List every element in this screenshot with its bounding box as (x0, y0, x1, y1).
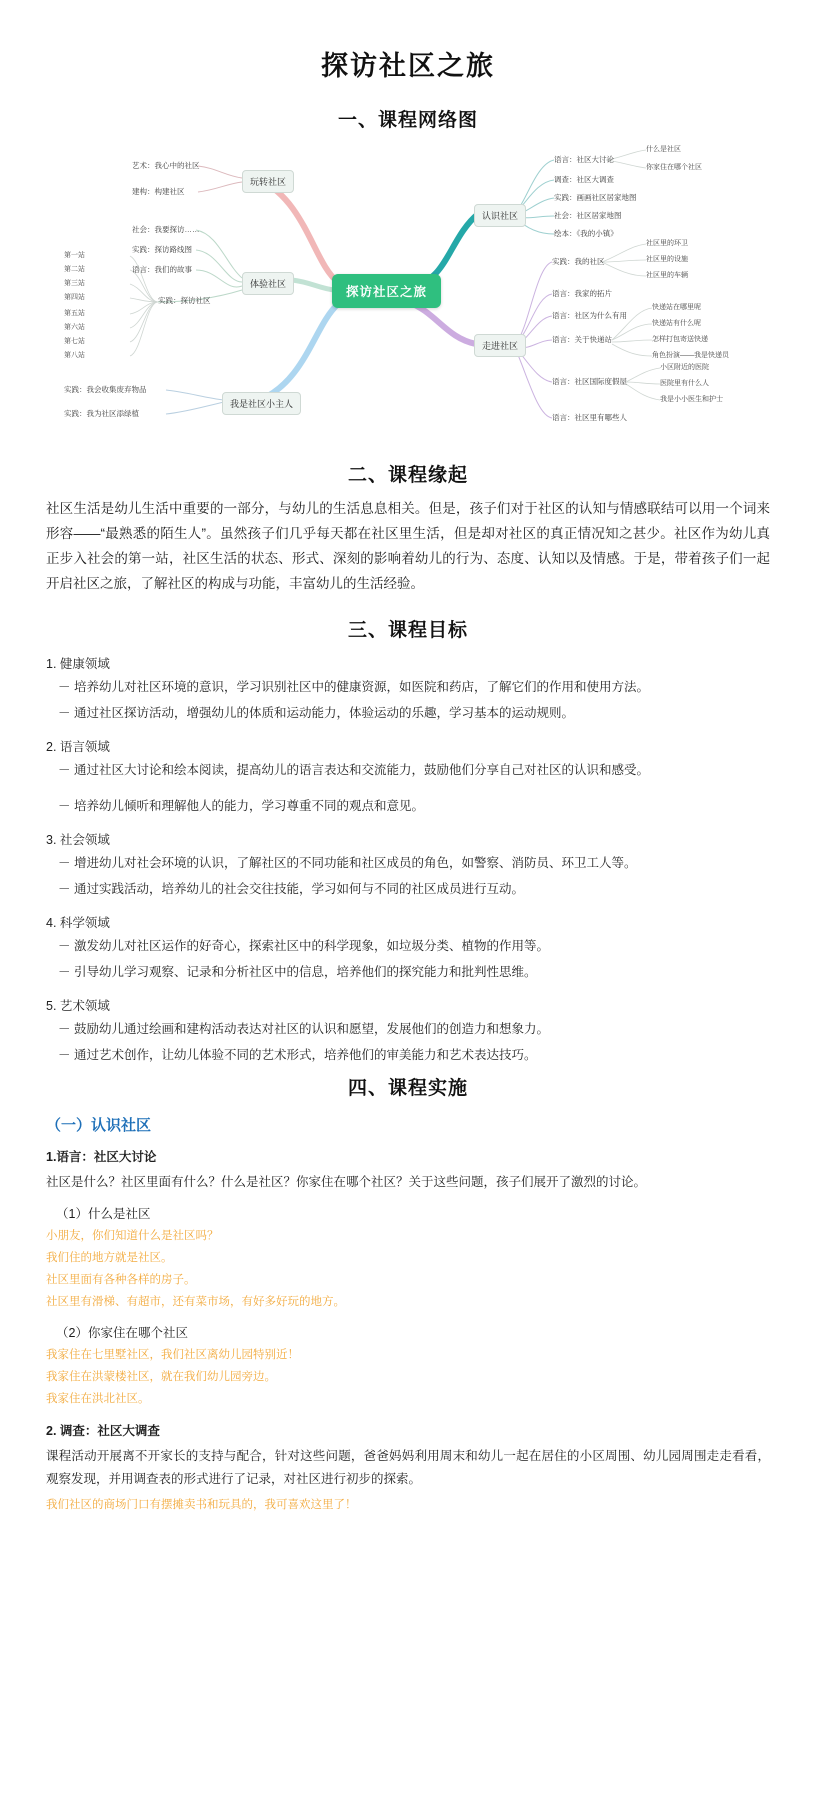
goal-5-head: 5. 艺术领域 (46, 998, 110, 1013)
mindmap-branch-tiyan: 体验社区 (242, 272, 294, 295)
section-3-title: 三、课程目标 (347, 619, 468, 641)
goal-2-head: 2. 语言领域 (46, 739, 110, 754)
kid-quote: 我家住在洪蒙楼社区，就在我们幼儿园旁边。 (46, 1370, 276, 1383)
mindmap-right-low-0-leaf-0: 快递站在哪里呢 (652, 304, 701, 311)
impl-item1-text: 社区是什么？社区里面有什么？什么是社区？你家住在哪个社区？关于这些问题，孩子们展开了激烈的讨论。 (46, 1174, 647, 1189)
kid-quote: 我们住的地方就是社区。 (46, 1252, 173, 1265)
mindmap-station-0: 第一站 (64, 252, 85, 259)
mindmap-right-mid-0-leaf-1: 社区里的设施 (646, 256, 688, 263)
mindmap-station-5: 第六站 (64, 324, 85, 331)
page-title: 探访社区之旅 (321, 51, 495, 81)
impl-question-1: （1）什么是社区 (56, 1207, 151, 1221)
mindmap-left-bottom-0: 实践：我会收集废弃物品 (64, 385, 147, 394)
goal-3-line-2: － 通过实践活动，培养幼儿的社会交往技能，学习如何与不同的社区成员进行互动。 (58, 882, 524, 897)
mindmap-center-node: 探访社区之旅 (332, 274, 441, 308)
mindmap-branch-xiaozhuren: 我是社区小主人 (222, 392, 301, 415)
goal-1-head: 1. 健康领域 (46, 656, 110, 671)
impl-item2-text: 课程活动开展离不开家长的支持与配合，针对这些问题，爸爸妈妈利用周末和幼儿一起在居住的小区周围、幼儿园周围走走看看，观察发现，并用调查表的形式进行了记录，对社区进行初步的探索。 (46, 1448, 770, 1486)
kid-quote: 社区里有滑梯、有超市，还有菜市场，有好多好玩的地方。 (46, 1296, 345, 1309)
goal-block-3 (46, 830, 770, 901)
mindmap-left-station-note: 实践：探访社区 (158, 296, 211, 305)
impl-q2-answers (46, 1345, 770, 1409)
mindmap-left-mid-0: 社会：我要探访…… (132, 225, 200, 234)
mindmap-right-mid-0-leaf-0: 社区里的环卫 (646, 240, 688, 247)
mindmap-right-low-1-leaf-0: 小区附近的医院 (660, 364, 709, 371)
mindmap-station-7: 第八站 (64, 352, 85, 359)
mindmap-left-bottom-1: 实践：我为社区添绿植 (64, 409, 139, 418)
mindmap-right-top-2: 实践：画画社区居家地图 (554, 193, 637, 202)
goal-4-line-2: － 引导幼儿学习观察、记录和分析社区中的信息，培养他们的探究能力和批判性思维。 (58, 965, 537, 980)
kid-quote: 社区里面有各种各样的房子。 (46, 1274, 196, 1287)
mindmap-right-top-0: 语言：社区大讨论 (554, 155, 614, 164)
mindmap-right-mid-0-leaf-2: 社区里的车辆 (646, 272, 688, 279)
kid-quote: 我家住在七里墅社区，我们社区离幼儿园特别近！ (46, 1348, 299, 1361)
mindmap-right-low-1: 语言：社区国际度假屋 (552, 377, 627, 386)
goal-block-4 (46, 913, 770, 984)
origin-paragraph: 社区生活是幼儿生活中重要的一部分，与幼儿的生活息息相关。但是，孩子们对于社区的认知与情感联结可以用一个词来形容——“最熟悉的陌生人”。虽然孩子们几乎每天都在社区里生活，但是却对社区的真正情况知之甚少。社区作为幼儿真正步入社会的第一站，社区生活的状态、形式、深刻的影响着幼儿的行为、态度、认知以及情感。于是，带着孩子们一起开启社区之旅，了解社区的构成与功能，丰富幼儿的生活经验。 (46, 501, 770, 591)
mindmap-station-6: 第七站 (64, 338, 85, 345)
mindmap-left-top-0: 艺术：我心中的社区 (132, 161, 200, 170)
section-2-title: 二、课程缘起 (347, 465, 468, 486)
goal-3-line-1: － 增进幼儿对社会环境的认识，了解社区的不同功能和社区成员的角色，如警察、消防员、环卫工人等。 (58, 855, 637, 870)
mindmap-right-top-1: 调查：社区大调查 (554, 175, 614, 184)
impl-item2-lead: 2. 调查：社区大调查 (46, 1423, 160, 1438)
mindmap-right-top-4: 绘本：《我的小镇》 (554, 229, 618, 238)
mindmap-right-low-0-leaf-2: 怎样打包寄送快递 (652, 336, 708, 343)
mindmap-right-mid-1: 语言：我家的拓片 (552, 289, 612, 298)
impl-question-2: （2）你家住在哪个社区 (56, 1325, 188, 1340)
mindmap-right-low-0: 语言：关于快递站 (552, 335, 612, 344)
goal-1-line-2: － 通过社区探访活动，增强幼儿的体质和运动能力，体验运动的乐趣，学习基本的运动规则。 (58, 706, 574, 721)
mindmap-station-2: 第三站 (64, 280, 85, 287)
goal-4-line-1: － 激发幼儿对社区运作的好奇心，探索社区中的科学现象，如垃圾分类、植物的作用等。 (58, 938, 549, 953)
mindmap-station-3: 第四站 (64, 294, 85, 301)
mindmap-right-low-0-leaf-1: 快递站有什么呢 (652, 320, 701, 327)
mindmap-branch-wanzhuan: 玩转社区 (242, 170, 294, 193)
goal-block-2 (46, 737, 770, 818)
kid-quote: 我家住在洪北社区。 (46, 1392, 150, 1405)
mindmap-right-top-0-leaf-1: 你家住在哪个社区 (646, 164, 702, 171)
impl-q1-answers (46, 1226, 770, 1313)
mindmap-left-top-1: 建构：构建社区 (132, 187, 185, 196)
goal-block-5 (46, 996, 770, 1067)
mindmap-right-mid-0: 实践：我的社区 (552, 257, 605, 266)
impl-item1-lead: 1.语言：社区大讨论 (46, 1149, 157, 1164)
mindmap (46, 142, 770, 442)
mindmap-branch-zoujin: 走进社区 (474, 334, 526, 357)
goal-2-line-1: － 通过社区大讨论和绘本阅读，提高幼儿的语言表达和交流能力，鼓励他们分享自己对社区的认识和感受。 (58, 762, 649, 777)
section-4-title: 四、课程实施 (347, 1077, 468, 1099)
mindmap-right-top-3: 社会：社区居家地图 (554, 211, 622, 220)
goal-3-head: 3. 社会领域 (46, 832, 110, 847)
goal-4-head: 4. 科学领域 (46, 915, 110, 930)
goal-5-line-1: － 鼓励幼儿通过绘画和建构活动表达对社区的认识和愿望，发展他们的创造力和想象力。 (58, 1021, 549, 1036)
goal-5-line-2: － 通过艺术创作，让幼儿体验不同的艺术形式，培养他们的审美能力和艺术表达技巧。 (58, 1048, 537, 1063)
kid-quote: 小朋友，你们知道什么是社区吗？ (46, 1230, 219, 1242)
mindmap-right-low-0-leaf-3: 角色扮演——我是快递员 (652, 352, 729, 359)
mindmap-station-1: 第二站 (64, 266, 85, 273)
mindmap-right-low-1-leaf-2: 我是小小医生和护士 (660, 396, 723, 403)
mindmap-left-mid-1: 实践：探访路线图 (132, 245, 192, 254)
mindmap-branch-renshi: 认识社区 (474, 204, 526, 227)
mindmap-right-mid-2: 语言：社区为什么有用 (552, 311, 627, 320)
section-1-title: 一、课程网络图 (337, 110, 478, 131)
mindmap-right-low-1-leaf-1: 医院里有什么人 (660, 380, 709, 387)
kid-quote: 我们社区的商场门口有摆摊卖书和玩具的，我可喜欢这里了！ (46, 1499, 357, 1512)
mindmap-right-low-2: 语言：社区里有哪些人 (552, 413, 627, 422)
goal-block-1 (46, 654, 770, 725)
goal-2-line-2: － 培养幼儿倾听和理解他人的能力，学习尊重不同的观点和意见。 (58, 799, 424, 814)
mindmap-left-mid-2: 语言：我们的故事 (132, 265, 192, 274)
mindmap-right-top-0-leaf-0: 什么是社区 (646, 146, 681, 153)
impl-part1-title: （一）认识社区 (46, 1116, 152, 1134)
goal-1-line-1: － 培养幼儿对社区环境的意识，学习识别社区中的健康资源，如医院和药店，了解它们的作用和使用方法。 (58, 679, 649, 694)
mindmap-station-4: 第五站 (64, 310, 85, 317)
